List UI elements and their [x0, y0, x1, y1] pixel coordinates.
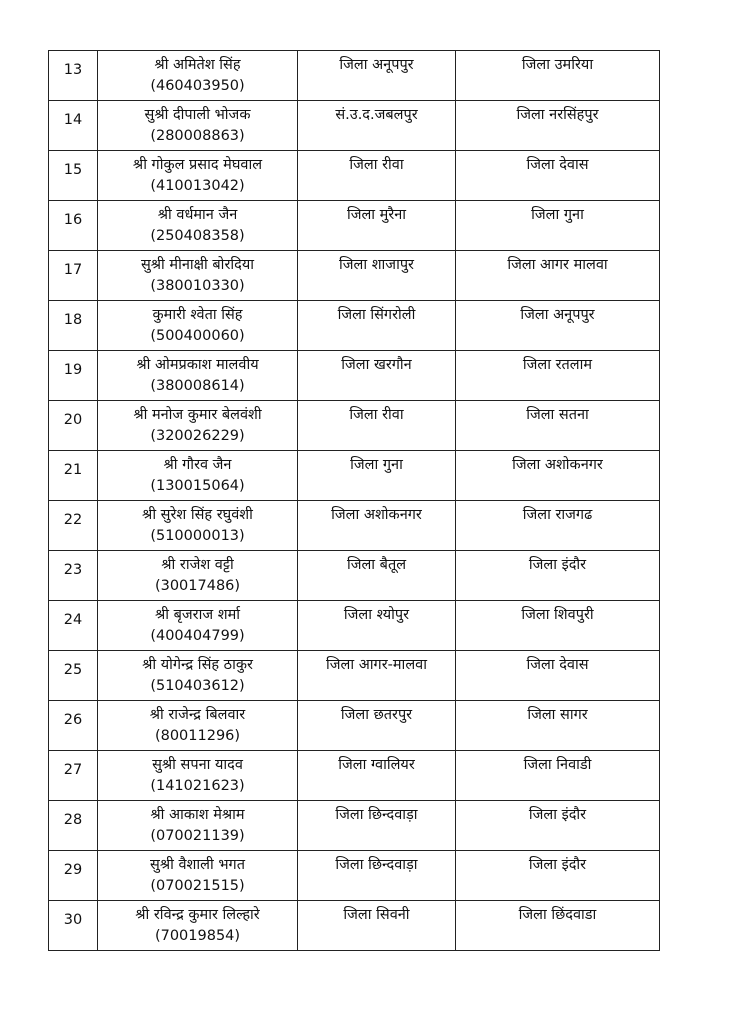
new-posting: जिला नरसिंहपुर [516, 107, 599, 123]
table-row [49, 201, 660, 251]
employee-code: (280008863) [150, 128, 245, 144]
employee-code: (070021515) [150, 878, 245, 894]
officer-name: श्री वर्धमान जैन [157, 207, 238, 223]
officer-name: श्री मनोज कुमार बेलवंशी [133, 407, 262, 423]
officer-name: कुमारी श्वेता सिंह [152, 307, 243, 323]
current-posting-cell [298, 251, 456, 301]
current-posting: जिला खरगौन [341, 357, 412, 373]
current-posting: जिला सिंगरोली [337, 307, 416, 323]
employee-code: (141021623) [150, 778, 245, 794]
current-posting: जिला शाजापुर [338, 257, 414, 273]
current-posting: जिला रीवा [349, 407, 404, 423]
serial-number-cell: 18 [49, 301, 98, 351]
officer-name: श्री योगेन्द्र सिंह ठाकुर [142, 657, 253, 673]
table-row [49, 851, 660, 901]
officer-cell [98, 601, 298, 651]
new-posting-cell [456, 551, 660, 601]
current-posting: जिला बैतूल [346, 557, 407, 573]
current-posting-cell [298, 851, 456, 901]
employee-code: (380010330) [150, 278, 245, 294]
employee-code: (80011296) [154, 728, 241, 744]
current-posting: जिला अशोकनगर [331, 507, 422, 523]
table-row [49, 601, 660, 651]
table-row [49, 101, 660, 151]
transfer-list-table [48, 50, 660, 951]
serial-number-cell: 20 [49, 401, 98, 451]
table-body [49, 51, 660, 951]
employee-code: (510000013) [150, 528, 245, 544]
new-posting-cell [456, 401, 660, 451]
serial-number-cell: 27 [49, 751, 98, 801]
officer-cell [98, 801, 298, 851]
new-posting-cell [456, 751, 660, 801]
new-posting: जिला इंदौर [528, 807, 587, 823]
officer-cell [98, 351, 298, 401]
current-posting-cell [298, 601, 456, 651]
serial-number-cell: 22 [49, 501, 98, 551]
officer-name: श्री गोकुल प्रसाद मेघवाल [132, 157, 263, 173]
serial-number-cell: 19 [49, 351, 98, 401]
serial-number-cell: 26 [49, 701, 98, 751]
employee-code: (30017486) [154, 578, 241, 594]
serial-number-cell: 17 [49, 251, 98, 301]
officer-name: श्री राजेश वट्टी [161, 557, 234, 573]
new-posting-cell [456, 801, 660, 851]
officer-cell [98, 151, 298, 201]
serial-number-cell: 25 [49, 651, 98, 701]
current-posting: जिला सिवनी [343, 907, 410, 923]
serial-number-cell: 21 [49, 451, 98, 501]
new-posting: जिला उमरिया [521, 57, 594, 73]
officer-name: श्री अमितेश सिंह [154, 57, 241, 73]
employee-code: (320026229) [150, 428, 245, 444]
new-posting: जिला निवाडी [523, 757, 592, 773]
new-posting-cell [456, 901, 660, 951]
new-posting-cell [456, 701, 660, 751]
current-posting-cell [298, 151, 456, 201]
table-row [49, 651, 660, 701]
current-posting-cell [298, 351, 456, 401]
new-posting-cell [456, 451, 660, 501]
table-row [49, 801, 660, 851]
current-posting: सं.उ.द.जबलपुर [335, 107, 418, 123]
officer-cell [98, 551, 298, 601]
table-row [49, 551, 660, 601]
serial-number-cell: 28 [49, 801, 98, 851]
officer-cell [98, 701, 298, 751]
officer-name: सुश्री सपना यादव [152, 757, 243, 773]
officer-cell [98, 401, 298, 451]
employee-code: (410013042) [150, 178, 245, 194]
officer-name: सुश्री वैशाली भगत [150, 857, 245, 873]
new-posting-cell [456, 601, 660, 651]
new-posting: जिला देवास [526, 657, 589, 673]
new-posting-cell [456, 101, 660, 151]
officer-cell [98, 451, 298, 501]
current-posting: जिला छतरपुर [340, 707, 413, 723]
new-posting: जिला गुना [531, 207, 584, 223]
officer-cell [98, 201, 298, 251]
new-posting-cell [456, 301, 660, 351]
current-posting: जिला गुना [350, 457, 403, 473]
new-posting-cell [456, 201, 660, 251]
employee-code: (460403950) [150, 78, 245, 94]
serial-number-cell: 13 [49, 51, 98, 101]
employee-code: (250408358) [150, 228, 245, 244]
new-posting: जिला सतना [526, 407, 589, 423]
officer-cell [98, 301, 298, 351]
serial-number-cell: 29 [49, 851, 98, 901]
officer-name: श्री सुरेश सिंह रघुवंशी [142, 507, 253, 523]
officer-cell [98, 251, 298, 301]
table-row [49, 751, 660, 801]
current-posting: जिला ग्वालियर [338, 757, 415, 773]
new-posting: जिला राजगढ [522, 507, 593, 523]
officer-cell [98, 101, 298, 151]
table-row [49, 451, 660, 501]
officer-cell [98, 501, 298, 551]
officer-cell [98, 851, 298, 901]
table-row [49, 901, 660, 951]
employee-code: (510403612) [150, 678, 245, 694]
table-row [49, 701, 660, 751]
current-posting-cell [298, 651, 456, 701]
current-posting: जिला रीवा [349, 157, 404, 173]
employee-code: (400404799) [150, 628, 245, 644]
officer-name: श्री बृजराज शर्मा [154, 607, 240, 623]
employee-code: (130015064) [150, 478, 245, 494]
new-posting: जिला सागर [527, 707, 588, 723]
current-posting: जिला अनूपपुर [339, 57, 414, 73]
officer-name: श्री राजेन्द्र बिलवार [149, 707, 246, 723]
officer-cell [98, 901, 298, 951]
new-posting-cell [456, 351, 660, 401]
current-posting: जिला आगर-मालवा [326, 657, 427, 673]
new-posting: जिला इंदौर [528, 557, 587, 573]
table-row [49, 501, 660, 551]
new-posting: जिला अनूपपुर [520, 307, 595, 323]
employee-code: (70019854) [154, 928, 241, 944]
current-posting-cell [298, 301, 456, 351]
current-posting-cell [298, 101, 456, 151]
serial-number-cell: 24 [49, 601, 98, 651]
officer-name: सुश्री मीनाक्षी बोरदिया [140, 257, 254, 273]
officer-name: सुश्री दीपाली भोजक [144, 107, 251, 123]
current-posting-cell [298, 51, 456, 101]
current-posting-cell [298, 901, 456, 951]
current-posting-cell [298, 751, 456, 801]
table-row [49, 151, 660, 201]
current-posting-cell [298, 801, 456, 851]
table-row [49, 301, 660, 351]
new-posting: जिला शिवपुरी [521, 607, 594, 623]
new-posting: जिला छिंदवाडा [518, 907, 597, 923]
current-posting-cell [298, 551, 456, 601]
officer-name: श्री ओमप्रकाश मालवीय [136, 357, 259, 373]
new-posting-cell [456, 51, 660, 101]
new-posting: जिला देवास [526, 157, 589, 173]
officer-cell [98, 751, 298, 801]
current-posting-cell [298, 451, 456, 501]
serial-number-cell: 16 [49, 201, 98, 251]
new-posting: जिला रतलाम [522, 357, 593, 373]
employee-code: (500400060) [150, 328, 245, 344]
new-posting-cell [456, 851, 660, 901]
table-row [49, 51, 660, 101]
new-posting-cell [456, 251, 660, 301]
current-posting: जिला श्योपुर [343, 607, 410, 623]
serial-number-cell: 14 [49, 101, 98, 151]
officer-name: श्री गौरव जैन [163, 457, 232, 473]
current-posting-cell [298, 401, 456, 451]
new-posting-cell [456, 151, 660, 201]
serial-number-cell: 15 [49, 151, 98, 201]
new-posting: जिला इंदौर [528, 857, 587, 873]
officer-name: श्री आकाश मेश्राम [150, 807, 245, 823]
table-row [49, 251, 660, 301]
current-posting: जिला छिन्दवाड़ा [335, 857, 418, 873]
officer-cell [98, 651, 298, 701]
employee-code: (070021139) [150, 828, 245, 844]
new-posting-cell [456, 651, 660, 701]
new-posting-cell [456, 501, 660, 551]
current-posting-cell [298, 701, 456, 751]
officer-cell [98, 51, 298, 101]
current-posting-cell [298, 201, 456, 251]
officer-name: श्री रविन्द्र कुमार लिल्हारे [135, 907, 260, 923]
current-posting: जिला छिन्दवाड़ा [335, 807, 418, 823]
table-row [49, 351, 660, 401]
serial-number-cell: 30 [49, 901, 98, 951]
new-posting: जिला आगर मालवा [507, 257, 608, 273]
employee-code: (380008614) [150, 378, 245, 394]
new-posting: जिला अशोकनगर [512, 457, 603, 473]
current-posting-cell [298, 501, 456, 551]
serial-number-cell: 23 [49, 551, 98, 601]
table-row [49, 401, 660, 451]
current-posting: जिला मुरैना [346, 207, 407, 223]
